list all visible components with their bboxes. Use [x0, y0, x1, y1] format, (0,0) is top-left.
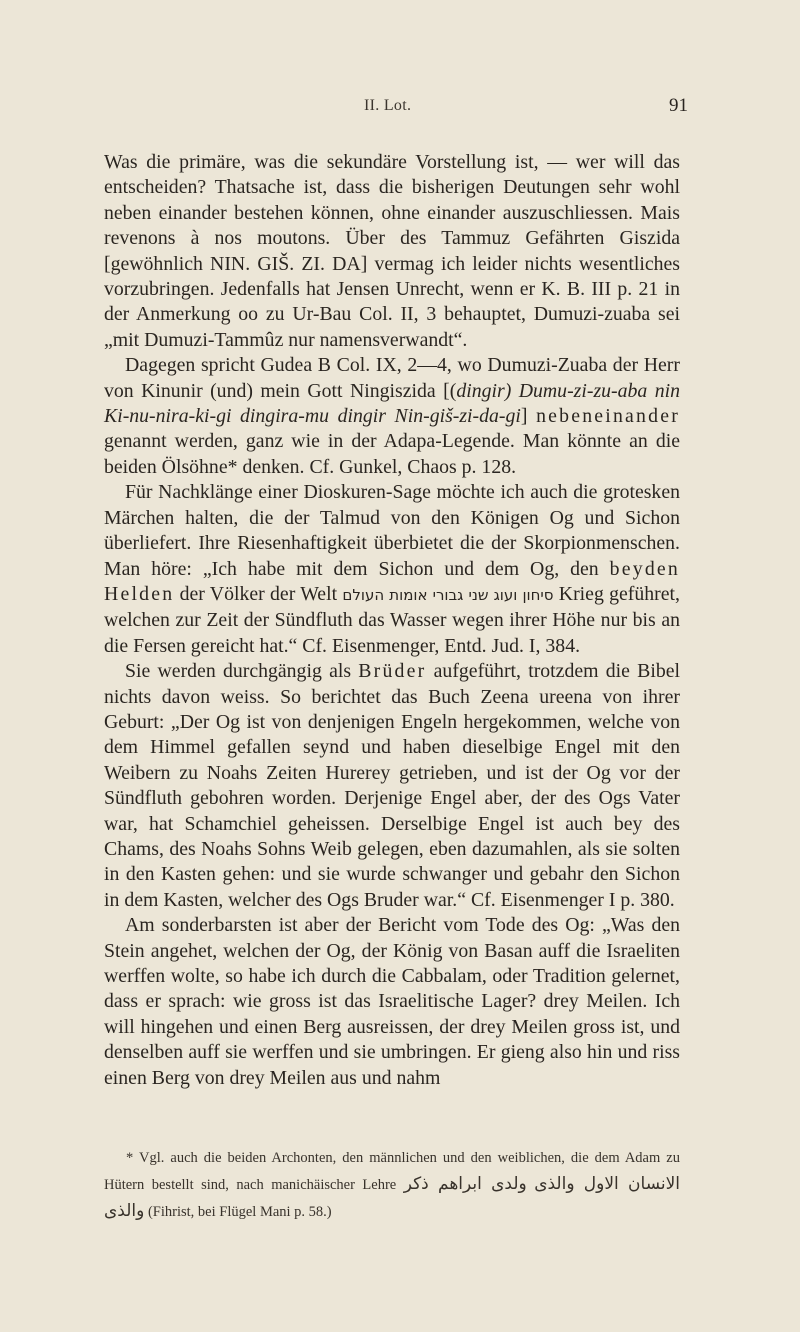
footnote-citation: (Fihrist, bei Flügel Mani p. 58.) — [144, 1204, 332, 1220]
footnote — [104, 1145, 680, 1225]
running-head: II. Lot. — [364, 97, 412, 114]
main-text — [104, 150, 680, 1091]
emphasis-nebeneinander: nebeneinander — [536, 405, 680, 428]
paragraph-4-text-b: aufgeführt, trotzdem die Bibel nichts davon weiss. So berichtet das Buch Zeena ureena von ihrer Geburt: „Der Og ist von denjenigen Engeln hergekommen, welche von dem Himmel gefallen seynd und haben dieselbige Engel mit den Weibern zu Noahs Zeiten Hurerey getrieben, und ist der Og vor der Sündfluth gebohren worden. Derjenige Engel aber, der des Ogs Vater war, hat Schamchiel geheissen. Derselbige Engel ist auch bey des Chams, des Noahs Sohns Weib gelegen, eben dazumahlen, als sie solten in den Kasten gehen: und sie wurde schwanger und gebahr den Sichon in dem Kasten, welcher des Ogs Bruder war.“ Cf. Eisenmenger I p. 380. — [104, 660, 681, 911]
paragraph-4-text-a: Sie werden durchgängig als — [125, 660, 359, 683]
paragraph-3-text-c: Krieg geführet, welchen zur Zeit der Sündfluth das Wasser wegen ihrer Höhe nur bis an die Fersen gereicht hat.“ Cf. Eisenmenger, Entd. Jud. I, 384. — [104, 582, 680, 657]
arabic-quotation-2: ولدى ابراهم ذكر والذى — [104, 1174, 527, 1221]
paragraph-2 — [104, 353, 680, 480]
sumerian-transliteration: dingir) Dumu-zi-zu-aba nin Ki-nu-nira-ki-gi dingira-mu dingir Nin-giš-zi-da-gi — [104, 379, 681, 428]
footnote-text-a: * Vgl. auch die beiden Archonten, den männlichen und den weiblichen, die dem Adam zu Hütern bestellt sind, nach manichäischer Lehre — [104, 1150, 680, 1193]
emphasis-beyden-helden: beyden Helden — [104, 557, 680, 605]
page-number: 91 — [669, 95, 688, 116]
page-header — [0, 97, 800, 127]
paragraph-3 — [104, 480, 680, 659]
paragraph-2-text-a: Dagegen spricht Gudea B Col. IX, 2—4, wo Dumuzi-Zuaba der Herr von Kinunir (und) mein Gott Ningiszida [( — [104, 354, 680, 402]
paragraph-4 — [104, 659, 680, 913]
paragraph-3-text-b: der Völker der Welt — [174, 582, 343, 605]
paragraph-2-text-b: ] — [520, 405, 537, 428]
paragraph-5 — [104, 913, 680, 1091]
paragraph-1 — [104, 150, 680, 353]
footnote-text — [104, 1145, 680, 1225]
paragraph-1-text: Was die primäre, was die sekundäre Vorstellung ist, — wer will das entscheiden? Thatsache ist, dass die bisherigen Deutungen sehr wohl neben einander bestehen können, ohne einander auszuschliessen. Mais revenons à nos moutons. Über des Tammuz Gefährten Giszida [gewöhnlich NIN. GIŠ. ZI. DA] vermag ich leider nichts wesentliches vorzubringen. Jedenfalls hat Jensen Unrecht, wenn er K. B. III p. 21 in der Anmerkung oo zu Ur-Bau Col. II, 3 behauptet, Dumuzi-zuaba sei „mit Dumuzi-Tammûz nur namensverwandt“. — [104, 151, 680, 351]
paragraph-2-text-c: genannt werden, ganz wie in der Adapa-Legende. Man könnte an die beiden Ölsöhne* denken. Cf. Gunkel, Chaos p. 128. — [104, 430, 680, 478]
emphasis-brueder: Brüder — [358, 660, 427, 683]
paragraph-5-text: Am sonderbarsten ist aber der Bericht vom Tode des Og: „Was den Stein angehet, welchen der Og, der König von Basan auff die Israeliten werffen wolte, so habe ich durch die Cabbalam, oder Tradition gelernet, dass er sprach: wie gross ist das Israelitische Lager? drey Meilen. Ich will hingehen und einen Berg ausreissen, der drey Meilen gross ist, und denselben auff sie werffen und sie umbringen. Er gieng also hin und riss einen Berg von drey Meilen aus und nahm — [104, 914, 680, 1089]
arabic-quotation-1: الانسان الاول والذى — [534, 1174, 681, 1194]
hebrew-quotation: סיחון ועוג שני גבורי אומות העולם — [342, 585, 554, 604]
paragraph-3-text-a: Für Nachklänge einer Dioskuren-Sage möchte ich auch die grotesken Märchen halten, die der Talmud von den Königen Og und Sichon überliefert. Ihre Riesenhaftigkeit überbietet die der Skorpionmenschen. Man höre: „Ich habe mit dem Sichon und dem Og, den — [104, 481, 680, 580]
